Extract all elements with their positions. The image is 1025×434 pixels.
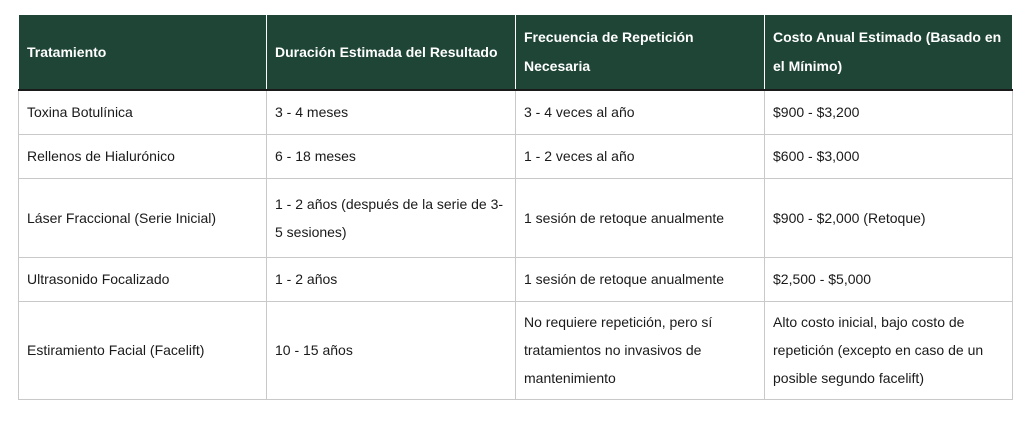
treatment-comparison-table bbox=[18, 14, 1013, 400]
cell-treatment: Láser Fraccional (Serie Inicial) bbox=[19, 178, 267, 257]
cell-frequency: 1 - 2 veces al año bbox=[516, 134, 765, 178]
table-row bbox=[19, 301, 1013, 399]
table-row bbox=[19, 257, 1013, 301]
header-treatment: Tratamiento bbox=[19, 15, 267, 91]
cell-annual-cost: $900 - $3,200 bbox=[765, 90, 1013, 134]
cell-frequency: 1 sesión de retoque anualmente bbox=[516, 257, 765, 301]
cell-duration: 3 - 4 meses bbox=[267, 90, 516, 134]
cell-frequency: No requiere repetición, pero sí tratamientos no invasivos de mantenimiento bbox=[516, 301, 765, 399]
table-row bbox=[19, 134, 1013, 178]
header-duration: Duración Estimada del Resultado bbox=[267, 15, 516, 91]
header-frequency: Frecuencia de Repetición Necesaria bbox=[516, 15, 765, 91]
cell-duration: 1 - 2 años (después de la serie de 3-5 sesiones) bbox=[267, 178, 516, 257]
header-annual-cost: Costo Anual Estimado (Basado en el Mínimo) bbox=[765, 15, 1013, 91]
cell-annual-cost: Alto costo inicial, bajo costo de repetición (excepto en caso de un posible segundo facelift) bbox=[765, 301, 1013, 399]
cell-annual-cost: $600 - $3,000 bbox=[765, 134, 1013, 178]
cell-treatment: Toxina Botulínica bbox=[19, 90, 267, 134]
cell-annual-cost: $900 - $2,000 (Retoque) bbox=[765, 178, 1013, 257]
cell-frequency: 1 sesión de retoque anualmente bbox=[516, 178, 765, 257]
cell-duration: 6 - 18 meses bbox=[267, 134, 516, 178]
cell-duration: 10 - 15 años bbox=[267, 301, 516, 399]
cell-frequency: 3 - 4 veces al año bbox=[516, 90, 765, 134]
cell-treatment: Ultrasonido Focalizado bbox=[19, 257, 267, 301]
cell-treatment: Rellenos de Hialurónico bbox=[19, 134, 267, 178]
cell-treatment: Estiramiento Facial (Facelift) bbox=[19, 301, 267, 399]
cell-annual-cost: $2,500 - $5,000 bbox=[765, 257, 1013, 301]
table-row bbox=[19, 178, 1013, 257]
table-header-row bbox=[19, 15, 1013, 91]
table-row bbox=[19, 90, 1013, 134]
cell-duration: 1 - 2 años bbox=[267, 257, 516, 301]
